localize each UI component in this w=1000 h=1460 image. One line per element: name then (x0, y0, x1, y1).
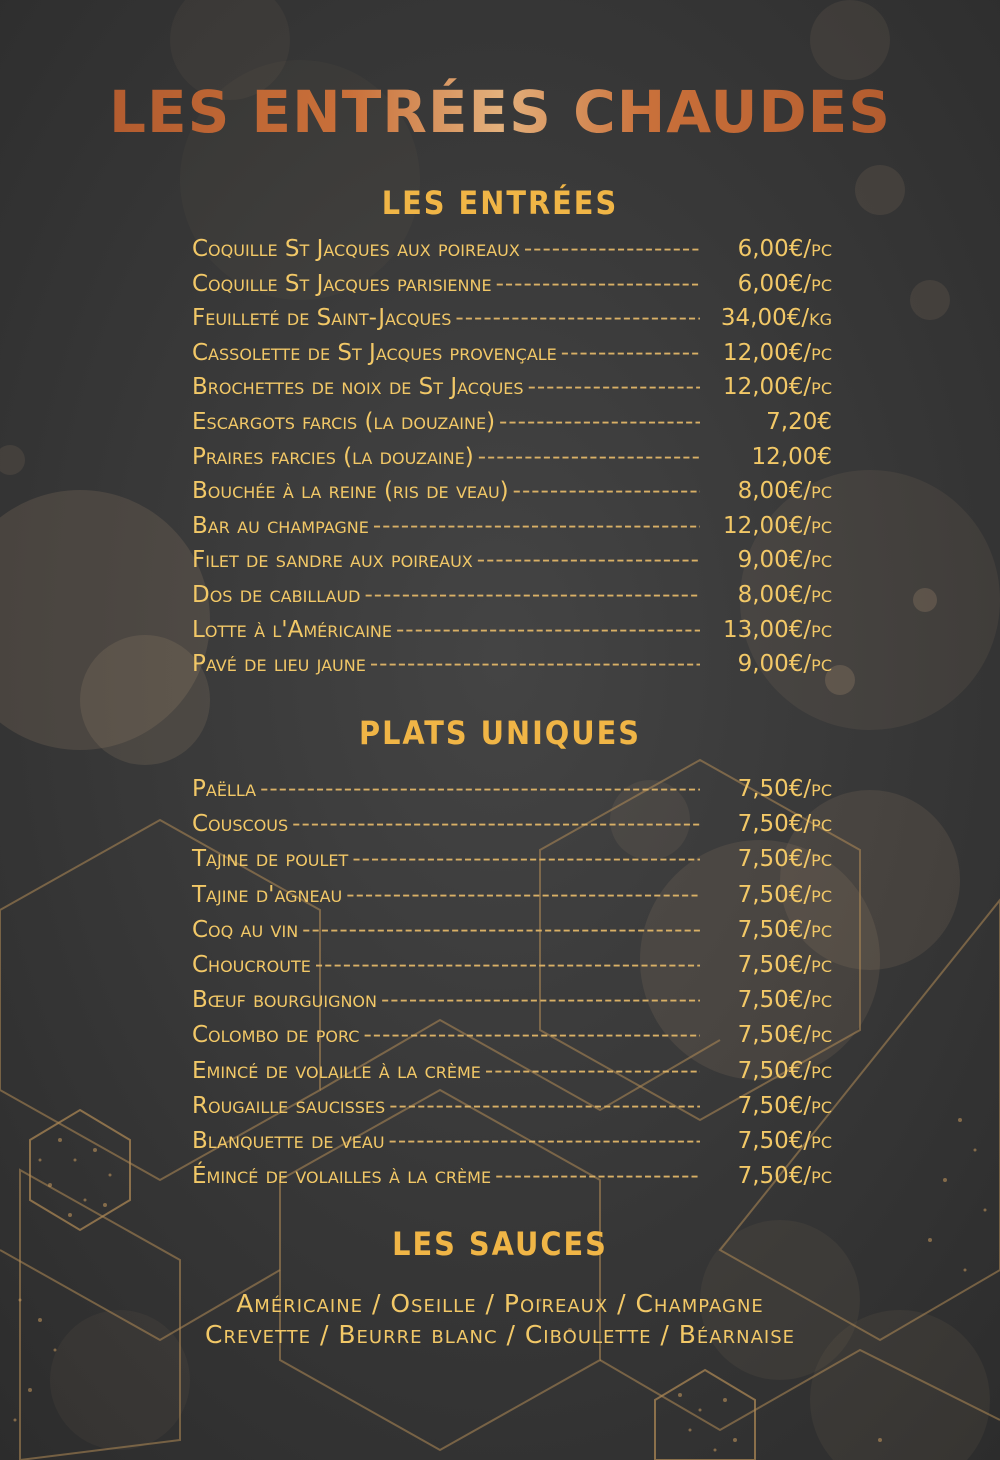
dotted-leader (478, 444, 700, 470)
dotted-leader (477, 547, 700, 573)
menu-item (192, 374, 832, 406)
menu-item-price: 8,00€/pc (737, 582, 832, 608)
menu-item-name: Praires farcies (la douzaine) (192, 443, 474, 470)
dotted-leader (499, 409, 700, 435)
menu-item-name: Pavé de lieu jaune (192, 651, 366, 678)
menu-item (192, 478, 832, 510)
dotted-leader (302, 917, 700, 943)
menu-item (192, 305, 832, 337)
menu-item (192, 582, 832, 614)
menu-item-price: 34,00€/kg (720, 305, 832, 332)
menu-item-name: Couscous (192, 811, 289, 838)
menu-item-name: Brochettes de noix de St Jacques (192, 374, 524, 401)
menu-item-name: Émincé de volailles à la crème (192, 1163, 492, 1190)
menu-item-name: Lotte à l'Américaine (192, 616, 392, 643)
dotted-leader (381, 987, 700, 1013)
menu-item-price: 7,50€/pc (737, 846, 832, 873)
dotted-leader (389, 1093, 700, 1119)
menu-item-price: 7,50€/pc (737, 1022, 832, 1049)
sauces-list (0, 1288, 1000, 1350)
menu-item-name: Bar au champagne (192, 512, 369, 539)
menu-item-name: Filet de sandre aux poireaux (192, 547, 473, 574)
menu-item-name: Tajine d'agneau (192, 881, 343, 908)
dotted-leader (315, 952, 700, 978)
dotted-leader (485, 1058, 700, 1084)
menu-item-price: 7,50€/pc (737, 987, 832, 1014)
menu-item-price: 6,00€/pc (737, 236, 832, 262)
menu-item (192, 513, 832, 545)
menu-item-name: Blanquette de veau (192, 1128, 385, 1154)
menu-item-name: Tajine de poulet (192, 846, 349, 873)
menu-item-price: 7,50€/pc (737, 776, 832, 802)
menu-item-price: 13,00€/pc (722, 616, 832, 643)
menu-item-price: 12,00€/pc (722, 339, 832, 366)
dotted-leader (363, 1022, 700, 1048)
menu-item (192, 1022, 832, 1054)
dotted-leader (495, 1163, 700, 1189)
menu-item (192, 987, 832, 1019)
menu-item (192, 271, 832, 303)
menu-item-price: 7,50€/pc (737, 1092, 832, 1119)
dotted-leader (370, 651, 700, 677)
sauces-line-1: Américaine / Oseille / Poireaux / Champagne (236, 1289, 764, 1318)
menu-item (192, 917, 832, 949)
dotted-leader (396, 617, 700, 643)
menu-item-name: Coq au vin (192, 916, 299, 943)
section-heading-sauces: LES SAUCES (392, 1225, 608, 1263)
menu-item-name: Colombo de porc (192, 1022, 360, 1049)
menu-item-name: Rougaille saucisses (192, 1092, 386, 1119)
menu-item-price: 8,00€/pc (737, 478, 832, 505)
menu-item (192, 846, 832, 878)
menu-item-name: Escargots farcis (la douzaine) (192, 409, 496, 435)
dotted-leader (365, 582, 701, 608)
menu-item-name: Emincé de volaille à la crème (192, 1057, 481, 1084)
menu-item-price: 7,20€ (766, 409, 832, 435)
menu-item-price: 7,50€/pc (737, 811, 832, 838)
menu-item-price: 12,00€/pc (722, 512, 832, 539)
menu-item-price: 7,50€/pc (737, 1057, 832, 1084)
menu-item-name: Dos de cabillaud (192, 582, 361, 608)
dotted-leader (528, 374, 700, 400)
dotted-leader (524, 236, 700, 262)
menu-item-name: Coquille St Jacques aux poireaux (192, 236, 520, 262)
dotted-leader (455, 305, 700, 331)
sauces-line-2: Crevette / Beurre blanc / Ciboulette / Béarnaise (204, 1320, 795, 1349)
menu-item-price: 7,50€/pc (737, 1163, 832, 1190)
menu-item-price: 9,00€/pc (737, 547, 832, 574)
menu-item-price: 6,00€/pc (737, 270, 832, 297)
dotted-leader (389, 1128, 700, 1154)
menu-item (192, 340, 832, 372)
menu-item-price: 7,50€/pc (737, 881, 832, 908)
dotted-leader (373, 513, 700, 539)
menu-item (192, 1093, 832, 1125)
menu-item-name: Bœuf bourguignon (192, 987, 377, 1014)
section-heading-plats: PLATS UNIQUES (358, 714, 642, 752)
menu-item-name: Feuilleté de Saint-Jacques (192, 305, 452, 332)
dotted-leader (346, 882, 700, 908)
menu-item-price: 9,00€/pc (737, 651, 832, 678)
menu-item (192, 811, 832, 843)
menu-item-price: 12,00€ (751, 443, 832, 470)
menu-item (192, 651, 832, 683)
menu-item (192, 409, 832, 441)
menu-item-name: Bouchée à la reine (ris de veau) (192, 478, 509, 505)
menu-item-name: Coquille St Jacques parisienne (192, 270, 492, 297)
menu-item (192, 617, 832, 649)
menu-item (192, 444, 832, 476)
menu-item-price: 12,00€/pc (722, 374, 832, 401)
menu-item-price: 7,50€/pc (737, 952, 832, 978)
menu-item (192, 882, 832, 914)
dotted-leader (513, 478, 700, 504)
menu-item-price: 7,50€/pc (737, 1128, 832, 1154)
menu-item-name: Paëlla (192, 776, 257, 802)
menu-item-name: Cassolette de St Jacques provençale (192, 339, 557, 366)
menu-item (192, 236, 832, 268)
menu-item-price: 7,50€/pc (737, 916, 832, 943)
dotted-leader (292, 811, 700, 837)
menu-item (192, 547, 832, 579)
menu-item (192, 1163, 832, 1195)
menu-item (192, 1128, 832, 1160)
menu-item-name: Choucroute (192, 952, 311, 978)
menu-item (192, 952, 832, 984)
dotted-leader (496, 271, 700, 297)
dotted-leader (260, 776, 700, 802)
menu-item (192, 1058, 832, 1090)
menu-item (192, 776, 832, 808)
section-heading-entrees: LES ENTRÉES (381, 184, 619, 222)
dotted-leader (561, 340, 700, 366)
dotted-leader (352, 846, 700, 872)
page-title: LES ENTRÉES CHAUDES (0, 78, 1000, 146)
